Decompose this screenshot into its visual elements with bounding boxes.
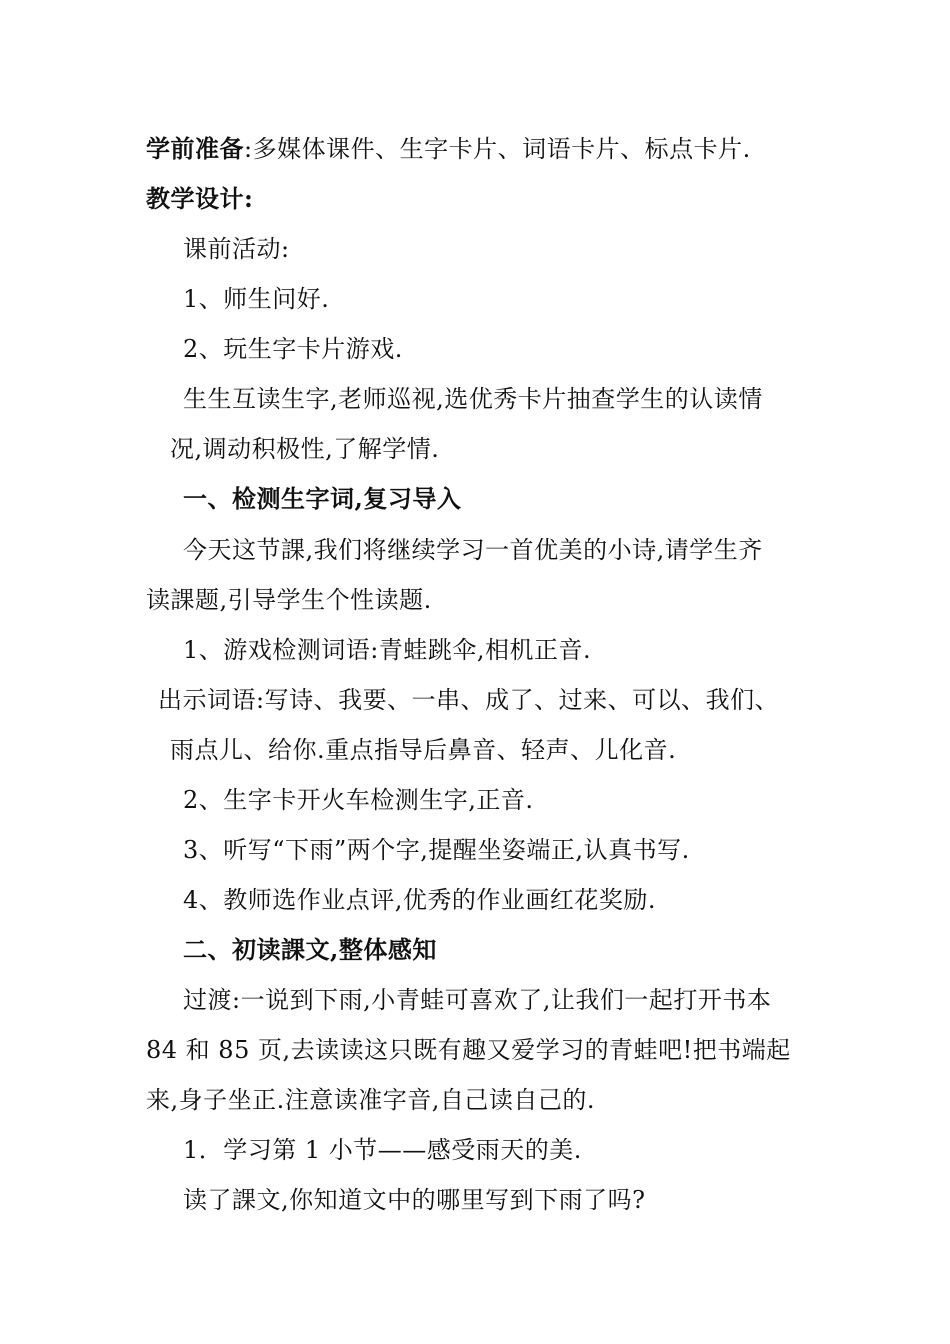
- section-2-heading: 二、初读課文,整体感知: [183, 935, 437, 964]
- section-2-transition-line-3: 来,身子坐正.注意读准字音,自己读自己的.: [146, 1086, 596, 1114]
- prep-line: [146, 133, 751, 165]
- pre-activity-label: 课前活动:: [183, 235, 290, 263]
- section-1-item-3: 3、听写“下雨”两个字,提醒坐姿端正,认真书写.: [183, 836, 690, 864]
- section-2-transition-line-2: 84 和 85 页,去读读这只既有趣又爱学习的青蛙吧!把书端起: [146, 1036, 791, 1064]
- prep-label: 学前准备: [146, 134, 244, 163]
- section-1-item-2: 2、生字卡开火车检测生字,正音.: [183, 786, 534, 814]
- section-1-intro-line-1: 今天这节課,我们将继续学习一首优美的小诗,请学生齐: [183, 536, 763, 564]
- section-1-heading: 一、检测生字词,复习导入: [183, 484, 462, 513]
- section-1-item-1: 1、游戏检测词语:青蛙跳伞,相机正音.: [183, 636, 592, 664]
- pre-activity-item-2: 2、玩生字卡片游戏.: [183, 335, 403, 363]
- section-1-words-line-1: 出示词语:写诗、我要、一串、成了、过来、可以、我们、: [158, 686, 780, 714]
- section-1-item-4: 4、教师选作业点评,优秀的作业画红花奖励.: [183, 886, 657, 914]
- section-2-question: 读了課文,你知道文中的哪里写到下雨了吗?: [183, 1186, 646, 1214]
- section-1-words-line-2: 雨点儿、给你.重点指导后鼻音、轻声、儿化音.: [170, 736, 677, 764]
- pre-activity-desc-line-1: 生生互读生字,老师巡视,选优秀卡片抽查学生的认读情: [183, 385, 763, 413]
- pre-activity-item-1: 1、师生问好.: [183, 285, 330, 313]
- section-1-intro-line-2: 读課题,引导学生个性读题.: [146, 586, 432, 614]
- section-2-transition-line-1: 过渡:一说到下雨,小青蛙可喜欢了,让我们一起打开书本: [183, 986, 772, 1014]
- section-2-item-1: 1．学习第 1 小节——感受雨天的美.: [183, 1136, 582, 1164]
- design-heading: 教学设计:: [146, 184, 254, 213]
- prep-text: :多媒体课件、生字卡片、词语卡片、标点卡片.: [244, 135, 751, 163]
- pre-activity-desc-line-2: 况,调动积极性,了解学情.: [170, 435, 440, 463]
